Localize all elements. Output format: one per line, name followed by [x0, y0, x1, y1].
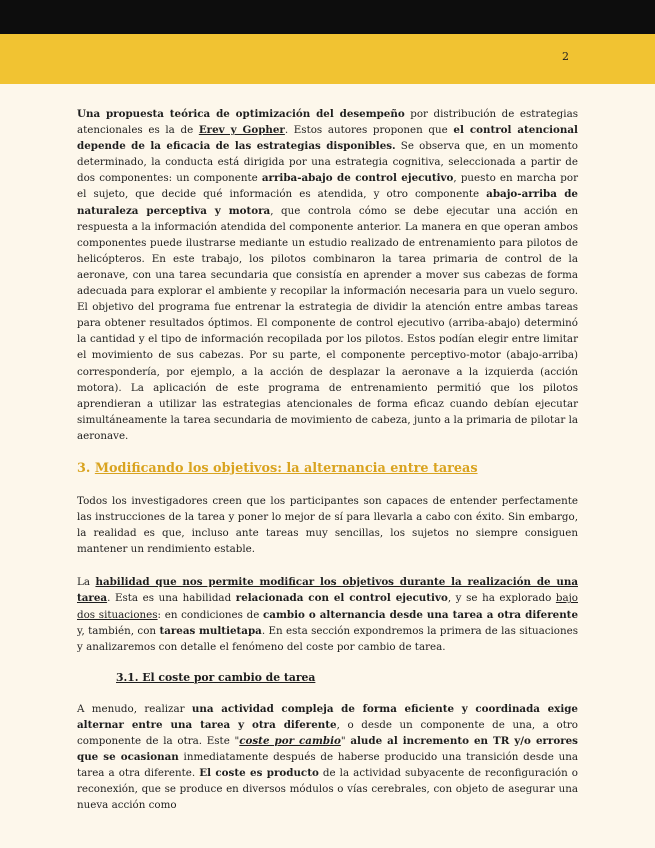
text-underline: bajo dos situaciones — [77, 592, 578, 621]
text-bold: Una propuesta teórica de optimización del desempeño — [77, 108, 405, 120]
text: inmediatamente después de haberse producido una transición desde una tarea a otra diferente. — [77, 751, 578, 780]
text: y, también, con — [77, 624, 160, 637]
author-reference: Erev y Gopher — [198, 124, 285, 137]
text: A menudo, realizar — [77, 702, 192, 715]
section-number: 3. — [77, 460, 95, 476]
text-bold-underline: habilidad que nos permite modificar los objetivos durante la realización de una tarea — [77, 576, 578, 605]
section-heading — [77, 459, 578, 479]
text: . En esta sección expondremos la primera de las situaciones y analizaremos con detalle el fenómeno del coste por cambio de tarea. — [77, 624, 578, 653]
top-dark-bar — [0, 0, 655, 34]
text: , o desde un componente de una, a otro componente de la otra. Este " — [77, 718, 578, 747]
text: Se observa que, en un momento determinado, la conducta está dirigida por una estrategia cognitiva, seleccionada a partir de dos componentes: un componente — [77, 140, 579, 185]
text-bold-italic-underline: coste por cambio — [239, 735, 341, 747]
paragraph-strategies — [77, 106, 578, 444]
header-band — [0, 34, 655, 84]
text-bold: tareas multietapa — [159, 624, 262, 637]
text-bold: arriba-abajo de control ejecutivo — [261, 172, 454, 185]
text: , puesto en marcha por el sujeto, que decide qué información es atendida, y otro componente — [77, 172, 579, 201]
text: " — [340, 735, 351, 747]
paragraph-ability — [77, 574, 578, 654]
text: , que controla cómo se debe ejecutar una acción en respuesta a la información atendida del componente anterior. La manera en que operan ambos componentes puede ilustrarse mediante un estudio realizado de entrenamiento para pilotos de helicópteros. En este trabajo, los pilotos combinaron la tarea primaria de control de la aeronave, con una tarea secundaria que consistía en aprender a mover sus cabezas de forma adecuada para explorar el ambiente y recopilar la información necesaria para un vuelo seguro. El objetivo del programa fue entrenar la estrategia de dividir la atención entre ambas tareas para obtener resultados óptimos. El componente de control ejecutivo (arriba-abajo) determinó la cantidad y el tipo de información recopilada por los pilotos. Estos podían elegir entre limitar el movimiento de sus cabezas. Por su parte, el componente perceptivo-motor (abajo-arriba) correspondería, por ejemplo, a la acción de desplazar la aeronave a la izquierda (acción motora). La aplicación de este programa de entrenamiento permitió que los pilotos aprendieran a utilizar las estrategias atencionales de forma eficaz cuando debían ejecutar simultáneamente la tarea secundaria de movimiento de cabeza, junto a la primaria de pilotar la aeronave. — [77, 204, 578, 442]
paragraph-switch-cost — [77, 701, 578, 814]
page-number: 2 — [562, 50, 569, 63]
text: de la actividad subyacente de reconfiguración o reconexión, que se produce en diversos módulos o vías cerebrales, con objeto de asegurar una nueva acción como — [77, 767, 578, 812]
text-bold: El coste es producto — [199, 767, 319, 780]
text-bold: alude al incremento en TR y/o errores que se ocasionan — [77, 735, 578, 764]
text-bold: cambio o alternancia desde una tarea a otra diferente — [263, 608, 578, 621]
text-bold: relacionada con el control ejecutivo — [235, 592, 448, 605]
text-bold: abajo-arriba de naturaleza perceptiva y motora — [77, 188, 578, 217]
text: : en condiciones de — [157, 608, 264, 621]
document-body — [77, 106, 578, 813]
section-title: Modificando los objetivos: la alternancia entre tareas — [94, 460, 478, 476]
text: . Estos autores proponen que — [284, 124, 454, 137]
text-bold: el control atencional depende de la eficacia de las estrategias disponibles. — [77, 124, 578, 153]
text: La — [77, 576, 96, 589]
paragraph-intro: Todos los investigadores creen que los participantes son capaces de entender perfectamente las instrucciones de la tarea y poner lo mejor de sí para llevarla a cabo con éxito. Sin embargo, la realidad es que, incluso ante tareas muy sencillas, los sujetos no siempre consiguen mantener un rendimiento estable. — [77, 494, 578, 556]
text: , y se ha explorado — [447, 592, 556, 605]
text: por distribución de estrategias atencionales es la de — [77, 108, 578, 137]
subsection-heading: 3.1. El coste por cambio de tarea — [116, 670, 316, 684]
text-bold: una actividad compleja de forma eficiente y coordinada exige alternar entre una tarea y otra diferente — [77, 702, 578, 731]
text: . Esta es una habilidad — [107, 592, 236, 605]
